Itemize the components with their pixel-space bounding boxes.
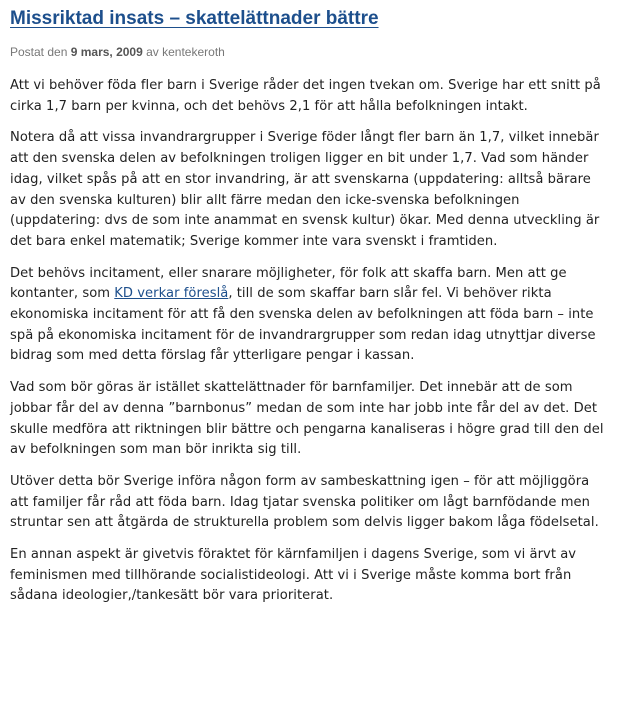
post-body — [10, 76, 608, 607]
kd-proposal-link[interactable]: KD verkar föreslå — [114, 286, 229, 302]
posted-prefix: Postat den — [10, 45, 71, 59]
blog-post — [10, 6, 608, 618]
by-label: av — [142, 45, 163, 59]
paragraph-3 — [10, 264, 608, 368]
paragraph-5: Utöver detta bör Sverige införa någon form av sambeskattning igen – för att möjliggöra att familjer får råd att föda barn. Idag tjatar svenska politiker om lågt barnfödande men struntar sen att åtgärda de strukturella problem som delvis ligger bakom låga födelsetal. — [10, 473, 599, 531]
post-date: 9 mars, 2009 — [70, 45, 143, 59]
paragraph-6: En annan aspekt är givetvis föraktet för kärnfamiljen i dagens Sverige, som vi ärvt av feminismen med tillhörande socialistideologi. Att vi i Sverige måste komma bort från sådana ideologier,/tankesätt bör vara prioriterat. — [10, 547, 577, 604]
paragraph-4: Vad som bör göras är istället skattelättnader för barnfamiljer. Det innebär att de som jobbar får del av denna ”barnbonus” medan de som inte har jobb inte får del av det. Det skulle medföra att riktningen blir bättre och pengarna kanaliseras i högre grad till den del av befolkningen som man bör inrikta sig till. — [10, 380, 604, 458]
post-author: kentekeroth — [162, 45, 225, 59]
post-title-link[interactable]: Missriktad insats – skattelättnader bättre — [10, 8, 379, 29]
paragraph-2: Notera då att vissa invandrargrupper i Sverige föder långt fler barn än 1,7, vilket innebär att den svenska delen av befolkningen troligen ligger en bit under 1,7. Vad som händer idag, vilket spås på att en stor invandring, är att svenskarna (uppdatering: alltså bärare av den svenska kulturen) blir allt färre medan den icke-svenska befolkningen (uppdatering: dvs de som inte anammat en svensk kultur) ökar. Med denna utveckling är det bara enkel matematik; Sverige kommer inte vara svenskt i framtiden. — [10, 130, 600, 249]
paragraph-1: Att vi behöver föda fler barn i Sverige råder det ingen tvekan om. Sverige har ett snitt på cirka 1,7 barn per kvinna, och det behövs 2,1 för att hålla befolkningen intakt. — [10, 78, 601, 114]
post-meta — [10, 44, 608, 60]
paragraph-3-end: , till de som skaffar barn slår fel. Vi behöver rikta ekonomiska incitament för att få den svenska delen av befolkningen att föda barn – inte spä på ekonomiska incitament för de invandrargrupper som redan idag utnyttjar diverse bidrag som med detta förslag får ytterligare pengar i kassan. — [10, 286, 596, 364]
paragraph-3-start: Det behövs incitament, eller snarare möjligheter, för folk att skaffa barn. Men att ge kontanter, som — [10, 265, 567, 302]
